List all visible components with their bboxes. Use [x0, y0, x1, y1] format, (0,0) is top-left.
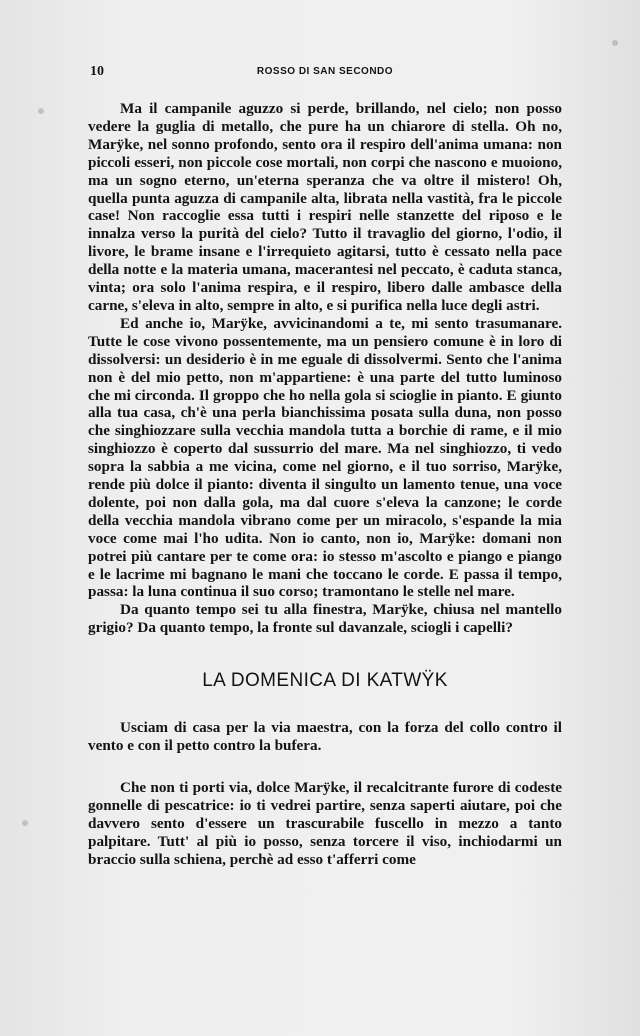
page-number: 10 — [90, 64, 104, 79]
paragraph: Che non ti porti via, dolce Marÿke, il recalcitrante furore di codeste gonnelle di pescatrice: io ti vedrei partire, senza saperti aiutare, poi che davvero sento d'essere un trascurabile fuscello in mezzo a tanto palpitare. Tutt' al più io posso, senza torcere il viso, inchiodarmi un braccio sulla schiena, perchè ad esso t'afferri come — [88, 779, 562, 868]
running-title: ROSSO DI SAN SECONDO — [256, 66, 394, 77]
page-header — [90, 64, 560, 82]
paper-speck — [38, 108, 44, 114]
text-section-3 — [88, 779, 562, 869]
paragraph: Da quanto tempo sei tu alla finestra, Marÿke, chiusa nel mantello grigio? Da quanto tempo, la fronte sul davanzale, sciogli i capelli? — [88, 601, 562, 637]
paragraph: Ma il campanile aguzzo si perde, brillando, nel cielo; non posso vedere la guglia di metallo, che pure ha un chiarore di stella. Oh no, Marÿke, nel sonno profondo, sento ora il respiro dell'anima umana: non piccoli esseri, non piccole cose mortali, non corpi che nascono e muoiono, ma un sogno eterno, un'eterna speranza che va oltre il mistero! Oh, quella punta aguzza di campanile alta, librata nella vastità, fra le piccole case! Non raccoglie essa tutti i respiri nelle stanzette del riposo e le innalza verso la purità del cielo? Tutto il travaglio del giorno, l'odio, il livore, le brame insane e l'irrequieto agitarsi, tutto è cessato nella pace della notte e la materia umana, macerantesi nel peccato, è caduta stanca, vinta; ora solo l'anima respira, e il respiro, libero dalle ambasce della carne, s'eleva in alto, sempre in alto, e si purifica nella luce degli astri. — [88, 100, 562, 314]
text-section-2 — [88, 719, 562, 755]
text-section-1 — [88, 100, 562, 637]
chapter-title: LA DOMENICA DI KATWŸK — [202, 670, 448, 691]
paragraph: Usciam di casa per la via maestra, con la forza del collo contro il vento e con il petto contro la bufera. — [88, 719, 562, 754]
paragraph: Ed anche io, Marÿke, avvicinandomi a te, mi sento trasumanare. Tutte le cose vivono possentemente, ma un pensiero comune è in loro di dissolversi: un desiderio è in me eguale di dissolvermi. Sento che l'anima non è del mio petto, non m'appartiene: è una parte del tutto luminoso che mi circonda. Il groppo che ho nella gola si scioglie in pianto. E giunto alla tua casa, ch'è una perla bianchissima posata sulla duna, non posso che singhiozzare sulla vecchia mandola tutta a borchie di rame, e il mio singhiozzo è coperto dal sussurrio del mare. Ma nel singhiozzo, ti vedo sopra la sabbia a me vicina, come nel giorno, e il tuo sorriso, Marÿke, rende più dolce il pianto: diventa il singulto un lamento tenue, una voce dolente, poi non dalla gola, ma dal cuore s'eleva la canzone; le corde della vecchia mandola vibrano come per un miracolo, s'espande la mia voce come mai l'ho udita. Non io canto, non io, Marÿke: domani non potrei più cantare per te come ora: io stesso m'ascolto e piango e piango e le lacrime mi bagnano le mani che toccano le corde. E passa il tempo, passa: la luna continua il suo corso; tramontano le stelle nel mare. — [88, 314, 562, 601]
paper-speck — [22, 820, 28, 826]
paper-speck — [612, 40, 618, 46]
